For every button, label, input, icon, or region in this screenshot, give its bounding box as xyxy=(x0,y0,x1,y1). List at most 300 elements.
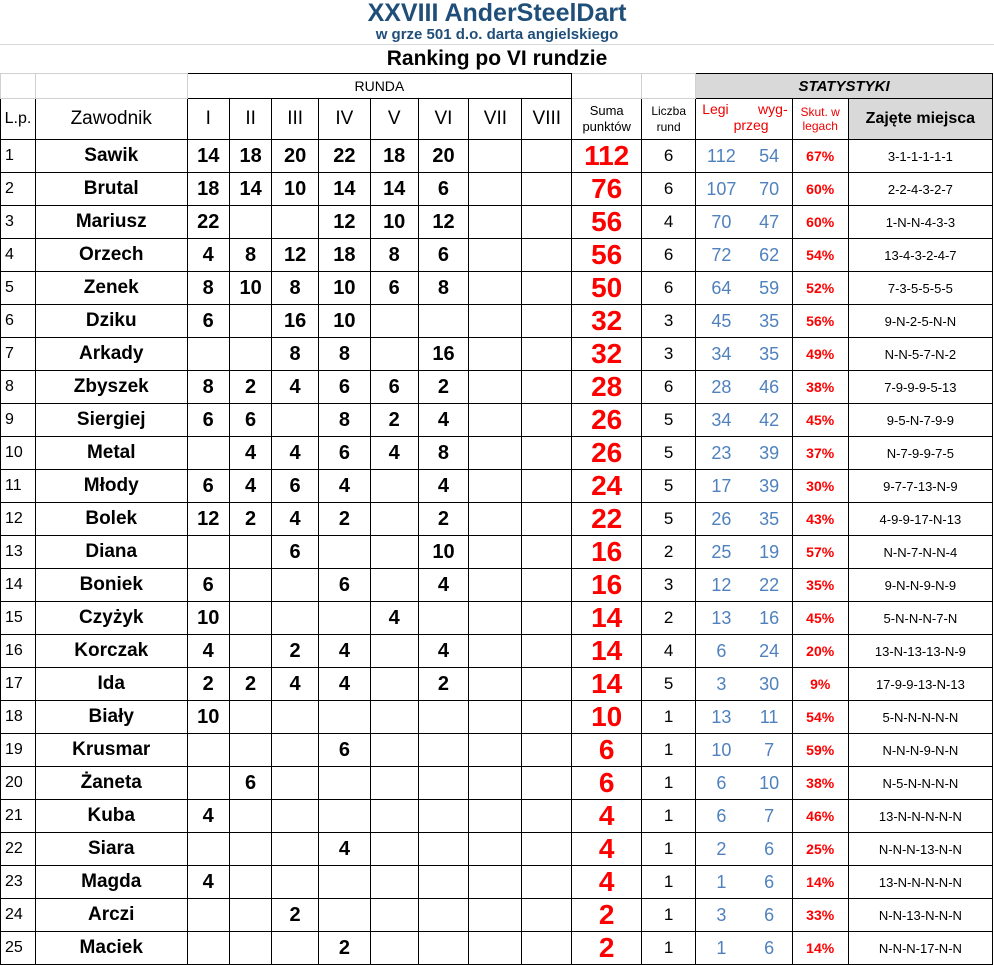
round-score-6: 4 xyxy=(418,470,469,503)
points-sum: 56 xyxy=(572,206,642,239)
round-score-4: 18 xyxy=(318,239,370,272)
round-score-5: 6 xyxy=(370,272,418,305)
legs-won: 64 xyxy=(696,272,747,305)
round-score-4: 2 xyxy=(318,932,370,965)
leg-efficiency: 60% xyxy=(792,173,848,206)
header-row-group xyxy=(1,74,993,99)
round-score-4: 8 xyxy=(318,338,370,371)
player-name: Diana xyxy=(35,536,187,569)
player-name: Magda xyxy=(35,866,187,899)
round-score-8 xyxy=(522,371,572,404)
rounds-count: 1 xyxy=(642,800,696,833)
points-sum: 32 xyxy=(572,338,642,371)
row-lp: 6 xyxy=(1,305,36,338)
round-score-1 xyxy=(187,932,229,965)
round-score-6 xyxy=(418,701,469,734)
legs-lost: 46 xyxy=(747,371,793,404)
table-row xyxy=(1,371,993,404)
leg-efficiency: 38% xyxy=(792,371,848,404)
round-score-3 xyxy=(272,734,319,767)
legs-lost: 22 xyxy=(747,569,793,602)
round-score-1: 4 xyxy=(187,866,229,899)
row-lp: 3 xyxy=(1,206,36,239)
rounds-count: 6 xyxy=(642,140,696,173)
legs-won: 12 xyxy=(696,569,747,602)
round-score-2: 14 xyxy=(229,173,271,206)
round-score-5: 14 xyxy=(370,173,418,206)
row-lp: 20 xyxy=(1,767,36,800)
liczba-header: Liczba rund xyxy=(642,99,696,140)
row-lp: 18 xyxy=(1,701,36,734)
legs-lost: 6 xyxy=(747,899,793,932)
points-sum: 50 xyxy=(572,272,642,305)
rounds-count: 2 xyxy=(642,602,696,635)
round-score-5: 10 xyxy=(370,206,418,239)
round-score-4: 4 xyxy=(318,635,370,668)
legs-lost: 24 xyxy=(747,635,793,668)
round-score-3: 4 xyxy=(272,371,319,404)
round-score-2: 2 xyxy=(229,503,271,536)
row-lp: 15 xyxy=(1,602,36,635)
round-score-7 xyxy=(469,569,522,602)
row-lp: 4 xyxy=(1,239,36,272)
points-sum: 28 xyxy=(572,371,642,404)
round-header-5: V xyxy=(370,99,418,140)
round-score-1: 6 xyxy=(187,470,229,503)
points-sum: 16 xyxy=(572,536,642,569)
legs-won: 13 xyxy=(696,701,747,734)
round-score-3: 8 xyxy=(272,272,319,305)
player-name: Zenek xyxy=(35,272,187,305)
round-score-5 xyxy=(370,635,418,668)
round-score-2 xyxy=(229,800,271,833)
round-score-8 xyxy=(522,272,572,305)
suma-header: Suma punktów xyxy=(572,99,642,140)
round-score-2 xyxy=(229,899,271,932)
round-score-8 xyxy=(522,899,572,932)
player-name: Siara xyxy=(35,833,187,866)
places-taken: 4-9-9-17-N-13 xyxy=(848,503,992,536)
round-score-1 xyxy=(187,338,229,371)
legs-lost: 7 xyxy=(747,734,793,767)
round-score-7 xyxy=(469,503,522,536)
round-score-3: 6 xyxy=(272,536,319,569)
zajete-header: Zajęte miejsca xyxy=(848,99,992,140)
round-score-2: 6 xyxy=(229,767,271,800)
leg-efficiency: 14% xyxy=(792,866,848,899)
player-name: Zbyszek xyxy=(35,371,187,404)
round-score-1 xyxy=(187,437,229,470)
round-score-4: 6 xyxy=(318,437,370,470)
round-score-4 xyxy=(318,866,370,899)
table-row xyxy=(1,668,993,701)
leg-efficiency: 49% xyxy=(792,338,848,371)
row-lp: 10 xyxy=(1,437,36,470)
legs-won: 3 xyxy=(696,899,747,932)
round-score-4: 2 xyxy=(318,503,370,536)
round-score-7 xyxy=(469,437,522,470)
leg-efficiency: 20% xyxy=(792,635,848,668)
round-score-6 xyxy=(418,305,469,338)
round-score-6: 4 xyxy=(418,569,469,602)
legs-won: 6 xyxy=(696,635,747,668)
round-score-4: 10 xyxy=(318,305,370,338)
rounds-count: 1 xyxy=(642,833,696,866)
leg-efficiency: 35% xyxy=(792,569,848,602)
legs-lost: 6 xyxy=(747,833,793,866)
round-score-8 xyxy=(522,470,572,503)
round-header-7: VII xyxy=(469,99,522,140)
round-score-5: 6 xyxy=(370,371,418,404)
table-row xyxy=(1,338,993,371)
round-score-7 xyxy=(469,635,522,668)
rounds-count: 6 xyxy=(642,371,696,404)
zawodnik-header: Zawodnik xyxy=(35,99,187,140)
round-score-3: 12 xyxy=(272,239,319,272)
places-taken: 5-N-N-N-N-N xyxy=(848,701,992,734)
round-score-3 xyxy=(272,833,319,866)
ranking-title: Ranking po VI rundzie xyxy=(0,44,994,73)
table-row xyxy=(1,800,993,833)
row-lp: 22 xyxy=(1,833,36,866)
legs-won: 25 xyxy=(696,536,747,569)
table-row xyxy=(1,437,993,470)
round-score-6: 8 xyxy=(418,437,469,470)
player-name: Siergiej xyxy=(35,404,187,437)
leg-efficiency: 52% xyxy=(792,272,848,305)
header-spacer xyxy=(35,74,187,99)
leg-efficiency: 38% xyxy=(792,767,848,800)
round-score-8 xyxy=(522,767,572,800)
leg-efficiency: 59% xyxy=(792,734,848,767)
points-sum: 4 xyxy=(572,833,642,866)
wyg-label: wyg- xyxy=(758,101,788,117)
row-lp: 17 xyxy=(1,668,36,701)
round-score-2: 6 xyxy=(229,404,271,437)
round-score-7 xyxy=(469,206,522,239)
header-spacer xyxy=(642,74,696,99)
round-score-1 xyxy=(187,536,229,569)
round-score-7 xyxy=(469,800,522,833)
round-score-5 xyxy=(370,503,418,536)
legs-won: 34 xyxy=(696,338,747,371)
round-score-4: 6 xyxy=(318,371,370,404)
round-score-7 xyxy=(469,734,522,767)
row-lp: 25 xyxy=(1,932,36,965)
places-taken: N-N-N-17-N-N xyxy=(848,932,992,965)
round-score-1: 8 xyxy=(187,272,229,305)
legs-lost: 7 xyxy=(747,800,793,833)
rounds-count: 3 xyxy=(642,338,696,371)
round-score-8 xyxy=(522,932,572,965)
legs-lost: 70 xyxy=(747,173,793,206)
round-score-3: 2 xyxy=(272,899,319,932)
round-score-8 xyxy=(522,206,572,239)
round-score-7 xyxy=(469,140,522,173)
player-name: Maciek xyxy=(35,932,187,965)
round-score-1: 18 xyxy=(187,173,229,206)
player-name: Biały xyxy=(35,701,187,734)
leg-efficiency: 54% xyxy=(792,701,848,734)
round-score-6 xyxy=(418,734,469,767)
table-row xyxy=(1,932,993,965)
round-score-3: 4 xyxy=(272,503,319,536)
player-name: Bolek xyxy=(35,503,187,536)
leg-efficiency: 46% xyxy=(792,800,848,833)
player-name: Dziku xyxy=(35,305,187,338)
round-score-2: 10 xyxy=(229,272,271,305)
round-score-4: 4 xyxy=(318,833,370,866)
round-score-3: 16 xyxy=(272,305,319,338)
round-score-8 xyxy=(522,833,572,866)
ranking-table xyxy=(0,73,993,965)
row-lp: 9 xyxy=(1,404,36,437)
round-score-5 xyxy=(370,701,418,734)
round-header-6: VI xyxy=(418,99,469,140)
row-lp: 16 xyxy=(1,635,36,668)
legi-label: Legi xyxy=(702,101,729,117)
player-name: Ida xyxy=(35,668,187,701)
rounds-count: 6 xyxy=(642,173,696,206)
round-score-4: 4 xyxy=(318,470,370,503)
row-lp: 7 xyxy=(1,338,36,371)
round-score-3: 4 xyxy=(272,668,319,701)
player-name: Żaneta xyxy=(35,767,187,800)
table-row xyxy=(1,404,993,437)
places-taken: N-5-N-N-N-N xyxy=(848,767,992,800)
round-score-4 xyxy=(318,536,370,569)
legs-won: 34 xyxy=(696,404,747,437)
player-name: Czyżyk xyxy=(35,602,187,635)
header-row-columns xyxy=(1,99,993,140)
legs-won: 23 xyxy=(696,437,747,470)
places-taken: 17-9-9-13-N-13 xyxy=(848,668,992,701)
points-sum: 2 xyxy=(572,899,642,932)
rounds-count: 1 xyxy=(642,767,696,800)
legs-lost: 10 xyxy=(747,767,793,800)
places-taken: 7-9-9-9-5-13 xyxy=(848,371,992,404)
round-score-4 xyxy=(318,767,370,800)
round-header-8: VIII xyxy=(522,99,572,140)
rounds-count: 1 xyxy=(642,866,696,899)
round-score-3 xyxy=(272,206,319,239)
points-sum: 14 xyxy=(572,668,642,701)
round-header-3: III xyxy=(272,99,319,140)
round-score-4: 10 xyxy=(318,272,370,305)
round-score-8 xyxy=(522,404,572,437)
round-score-2 xyxy=(229,833,271,866)
round-score-7 xyxy=(469,371,522,404)
legs-won: 13 xyxy=(696,602,747,635)
legs-won: 70 xyxy=(696,206,747,239)
row-lp: 8 xyxy=(1,371,36,404)
leg-efficiency: 33% xyxy=(792,899,848,932)
round-score-1: 14 xyxy=(187,140,229,173)
round-score-3 xyxy=(272,602,319,635)
round-score-6 xyxy=(418,932,469,965)
statystyki-header: STATYSTYKI xyxy=(696,74,993,99)
round-score-6: 6 xyxy=(418,173,469,206)
legs-won: 26 xyxy=(696,503,747,536)
round-score-2 xyxy=(229,866,271,899)
round-score-3: 2 xyxy=(272,635,319,668)
round-score-1: 4 xyxy=(187,239,229,272)
points-sum: 4 xyxy=(572,800,642,833)
table-row xyxy=(1,866,993,899)
round-score-5 xyxy=(370,833,418,866)
round-score-6: 2 xyxy=(418,503,469,536)
legs-lost: 6 xyxy=(747,866,793,899)
places-taken: 9-5-N-7-9-9 xyxy=(848,404,992,437)
points-sum: 56 xyxy=(572,239,642,272)
places-taken: 7-3-5-5-5-5 xyxy=(848,272,992,305)
table-row xyxy=(1,833,993,866)
leg-efficiency: 45% xyxy=(792,602,848,635)
round-score-5: 2 xyxy=(370,404,418,437)
points-sum: 24 xyxy=(572,470,642,503)
round-score-3 xyxy=(272,404,319,437)
rounds-count: 5 xyxy=(642,437,696,470)
row-lp: 12 xyxy=(1,503,36,536)
round-score-8 xyxy=(522,536,572,569)
leg-efficiency: 25% xyxy=(792,833,848,866)
round-score-7 xyxy=(469,701,522,734)
round-score-6: 8 xyxy=(418,272,469,305)
player-name: Korczak xyxy=(35,635,187,668)
round-score-6: 2 xyxy=(418,668,469,701)
round-score-2: 18 xyxy=(229,140,271,173)
rounds-count: 5 xyxy=(642,668,696,701)
round-score-5: 18 xyxy=(370,140,418,173)
legs-won: 10 xyxy=(696,734,747,767)
round-score-3 xyxy=(272,569,319,602)
round-score-8 xyxy=(522,668,572,701)
round-score-1: 6 xyxy=(187,404,229,437)
leg-efficiency: 54% xyxy=(792,239,848,272)
places-taken: 13-4-3-2-4-7 xyxy=(848,239,992,272)
leg-efficiency: 9% xyxy=(792,668,848,701)
round-score-2 xyxy=(229,206,271,239)
leg-efficiency: 60% xyxy=(792,206,848,239)
row-lp: 19 xyxy=(1,734,36,767)
row-lp: 21 xyxy=(1,800,36,833)
round-score-7 xyxy=(469,866,522,899)
legs-lost: 59 xyxy=(747,272,793,305)
legs-won: 72 xyxy=(696,239,747,272)
table-row xyxy=(1,272,993,305)
round-score-6 xyxy=(418,866,469,899)
round-score-2 xyxy=(229,536,271,569)
round-score-6: 4 xyxy=(418,635,469,668)
row-lp: 5 xyxy=(1,272,36,305)
round-score-5 xyxy=(370,536,418,569)
tournament-subtitle: w grze 501 d.o. darta angielskiego xyxy=(375,26,619,43)
rounds-count: 1 xyxy=(642,932,696,965)
places-taken: 13-N-13-13-N-9 xyxy=(848,635,992,668)
round-score-6: 10 xyxy=(418,536,469,569)
round-score-5 xyxy=(370,932,418,965)
header-spacer xyxy=(1,74,36,99)
rounds-count: 1 xyxy=(642,701,696,734)
legs-lost: 11 xyxy=(747,701,793,734)
round-score-7 xyxy=(469,536,522,569)
round-score-4: 14 xyxy=(318,173,370,206)
places-taken: N-N-5-7-N-2 xyxy=(848,338,992,371)
player-name: Sawik xyxy=(35,140,187,173)
lp-header: L.p. xyxy=(1,99,36,140)
round-header-2: II xyxy=(229,99,271,140)
round-score-5 xyxy=(370,767,418,800)
table-row xyxy=(1,734,993,767)
round-score-6 xyxy=(418,833,469,866)
leg-efficiency: 14% xyxy=(792,932,848,965)
round-score-8 xyxy=(522,602,572,635)
table-row xyxy=(1,569,993,602)
places-taken: 13-N-N-N-N-N xyxy=(848,800,992,833)
row-lp: 14 xyxy=(1,569,36,602)
row-lp: 24 xyxy=(1,899,36,932)
round-score-5: 8 xyxy=(370,239,418,272)
legs-won: 17 xyxy=(696,470,747,503)
legs-won: 1 xyxy=(696,866,747,899)
round-score-8 xyxy=(522,503,572,536)
round-score-6 xyxy=(418,767,469,800)
round-score-3 xyxy=(272,800,319,833)
rounds-count: 5 xyxy=(642,404,696,437)
table-row xyxy=(1,602,993,635)
legs-lost: 47 xyxy=(747,206,793,239)
round-score-5 xyxy=(370,800,418,833)
round-score-8 xyxy=(522,569,572,602)
places-taken: N-N-N-9-N-N xyxy=(848,734,992,767)
legs-lost: 30 xyxy=(747,668,793,701)
player-name: Brutal xyxy=(35,173,187,206)
round-score-6 xyxy=(418,899,469,932)
round-score-3: 6 xyxy=(272,470,319,503)
round-score-4: 8 xyxy=(318,404,370,437)
round-score-6: 6 xyxy=(418,239,469,272)
round-score-8 xyxy=(522,800,572,833)
places-taken: N-N-7-N-N-4 xyxy=(848,536,992,569)
round-score-3: 8 xyxy=(272,338,319,371)
rounds-count: 6 xyxy=(642,272,696,305)
header-spacer xyxy=(572,74,642,99)
places-taken: 9-7-7-13-N-9 xyxy=(848,470,992,503)
points-sum: 112 xyxy=(572,140,642,173)
round-score-7 xyxy=(469,767,522,800)
points-sum: 2 xyxy=(572,932,642,965)
round-score-8 xyxy=(522,305,572,338)
round-score-7 xyxy=(469,899,522,932)
round-score-2: 2 xyxy=(229,371,271,404)
legs-won: 3 xyxy=(696,668,747,701)
round-score-5 xyxy=(370,470,418,503)
legs-lost: 16 xyxy=(747,602,793,635)
places-taken: 5-N-N-N-7-N xyxy=(848,602,992,635)
round-score-2 xyxy=(229,602,271,635)
round-score-2 xyxy=(229,635,271,668)
round-score-2: 8 xyxy=(229,239,271,272)
points-sum: 14 xyxy=(572,635,642,668)
round-header-4: IV xyxy=(318,99,370,140)
points-sum: 76 xyxy=(572,173,642,206)
rounds-count: 5 xyxy=(642,503,696,536)
legs-lost: 39 xyxy=(747,470,793,503)
player-name: Mariusz xyxy=(35,206,187,239)
row-lp: 13 xyxy=(1,536,36,569)
round-score-8 xyxy=(522,140,572,173)
legs-lost: 19 xyxy=(747,536,793,569)
